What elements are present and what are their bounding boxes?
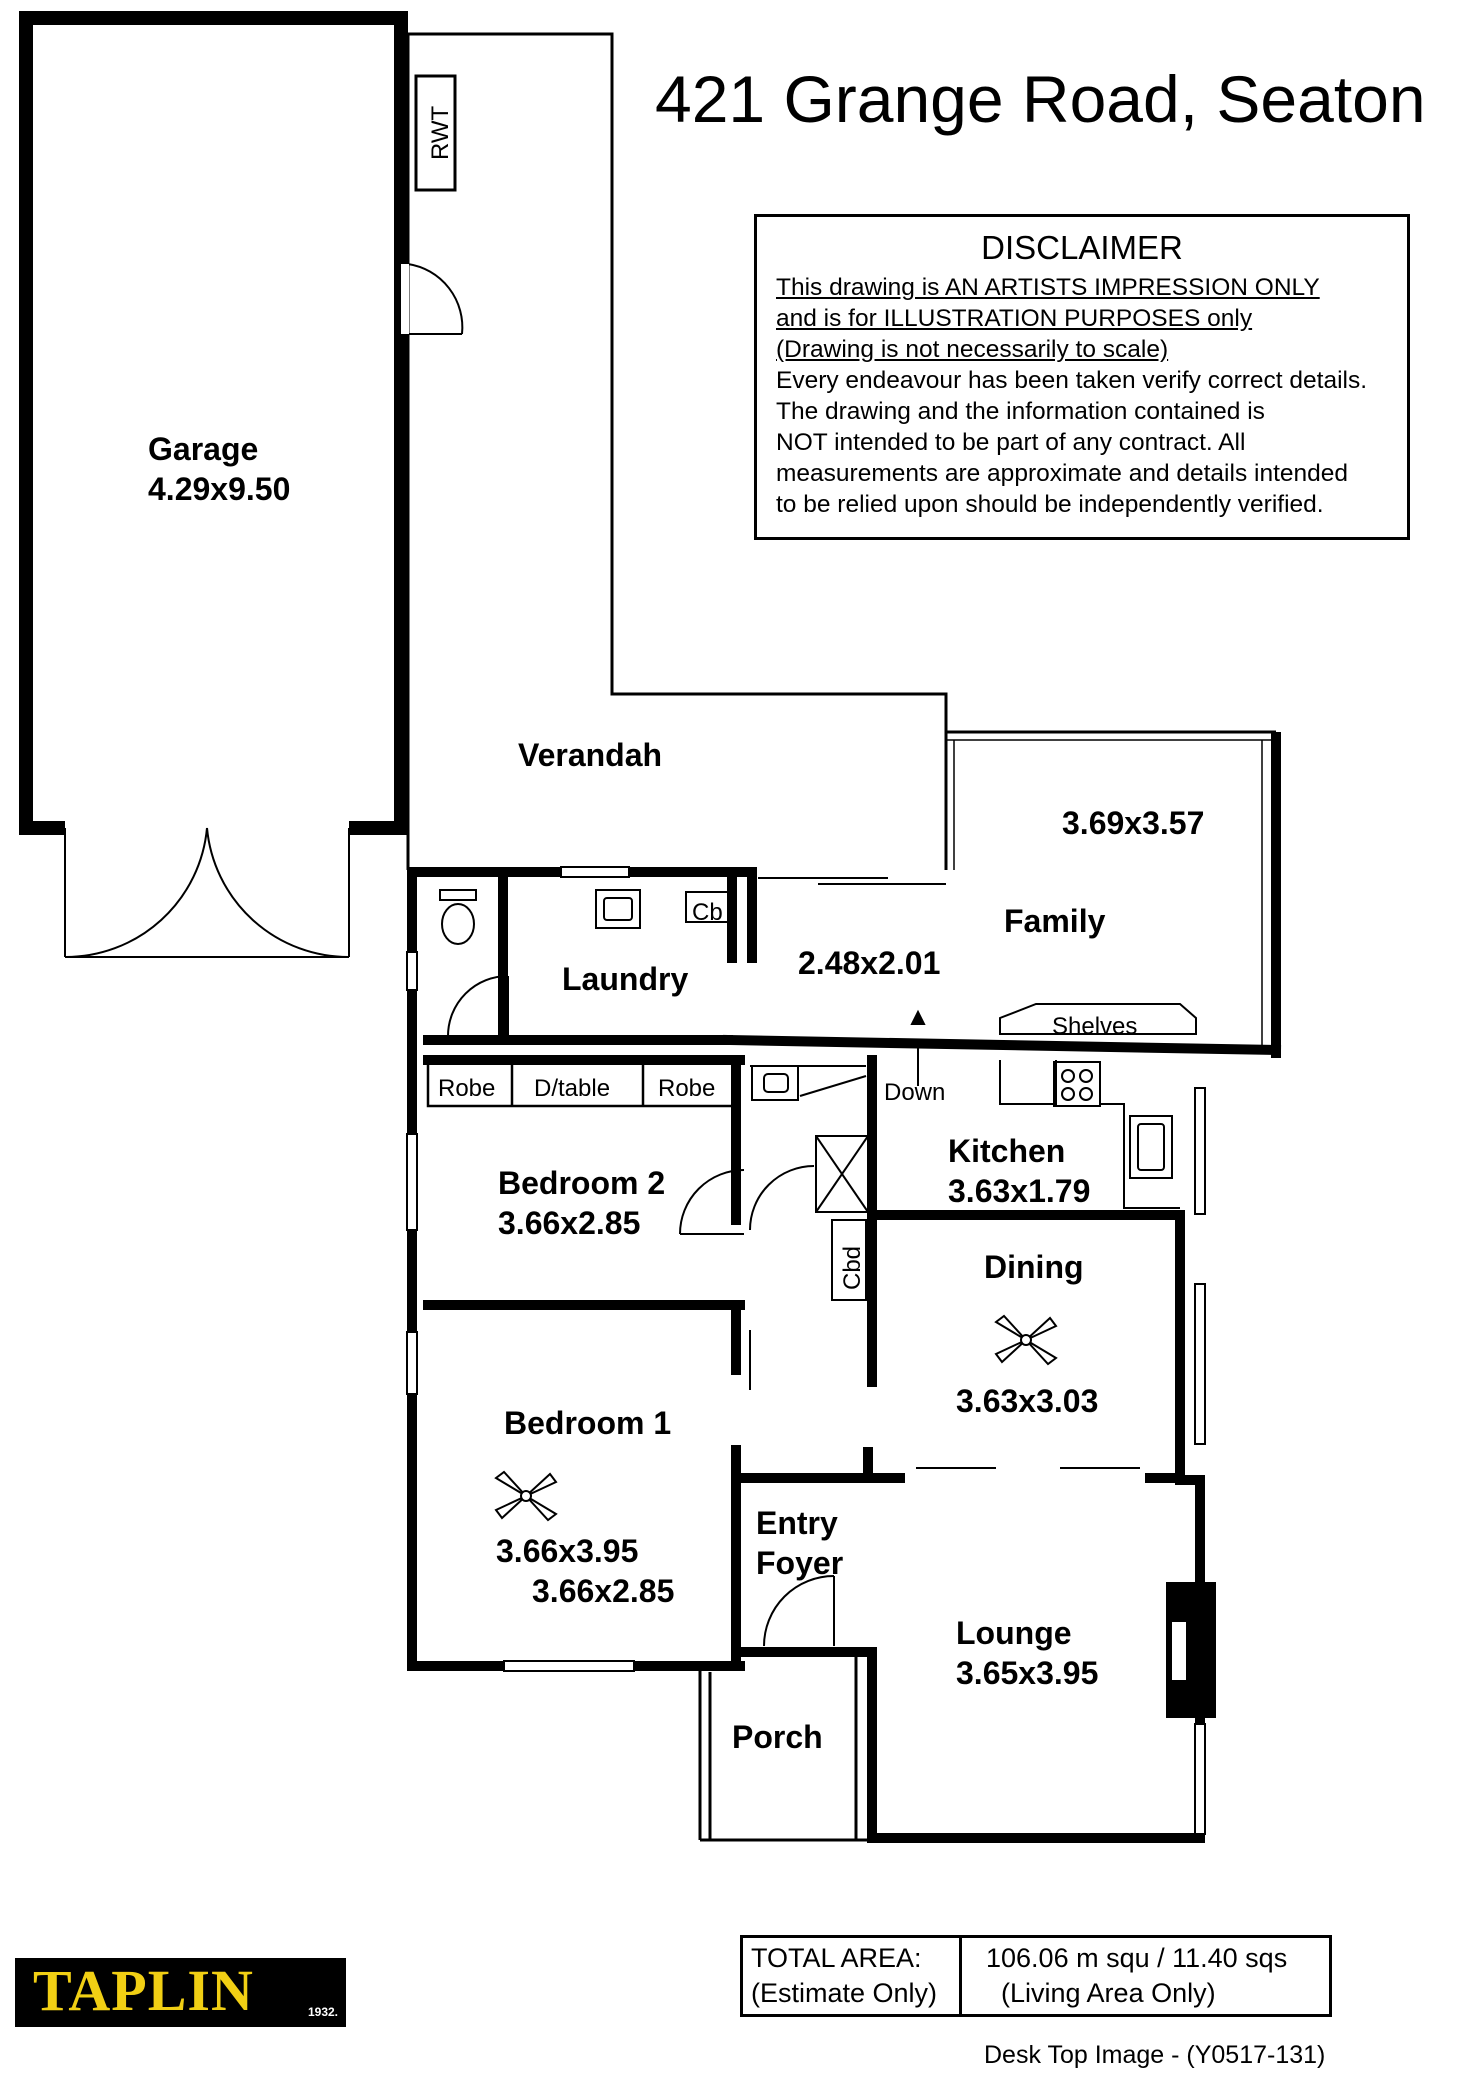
garage-wall (26, 18, 401, 828)
disclaimer-heading: DISCLAIMER (981, 229, 1183, 266)
disclaimer-box (754, 214, 1410, 540)
toilet-cistern (440, 890, 476, 900)
bedroom2-size: 3.66x2.85 (498, 1205, 641, 1241)
family-size-2: 2.48x2.01 (798, 945, 941, 981)
robe-left-label: Robe (438, 1075, 496, 1102)
rwt-label: RWT (427, 105, 454, 160)
bedroom1-name: Bedroom 1 (504, 1405, 672, 1441)
disclaimer-line: Every endeavour has been taken verify correct details. (776, 367, 1368, 394)
taplin-logo (15, 1958, 346, 2027)
dining-size: 3.63x3.03 (956, 1383, 1099, 1419)
verandah-label: Verandah (518, 737, 663, 773)
area-value-2: (Living Area Only) (1001, 1978, 1216, 2008)
shelves-label: Shelves (1052, 1013, 1138, 1040)
disclaimer-line: NOT intended to be part of any contract. All (776, 429, 1246, 456)
disclaimer-line: The drawing and the information contained is (776, 398, 1265, 425)
kitchen-name: Kitchen (948, 1133, 1066, 1169)
laundry-fixtures (440, 890, 728, 944)
porch-label: Porch (732, 1719, 823, 1755)
disclaimer-line: and is for ILLUSTRATION PURPOSES only (776, 305, 1253, 332)
bedroom1-size-2: 3.66x2.85 (532, 1573, 675, 1609)
sink-icon (1130, 1116, 1172, 1178)
family-extension (758, 732, 1276, 1058)
robe-right-label: Robe (658, 1075, 716, 1102)
cb-label: Cb (692, 899, 723, 926)
laundry-tub-icon (596, 890, 640, 928)
lounge-size: 3.65x3.95 (956, 1655, 1099, 1691)
area-divider (959, 1938, 962, 2014)
lounge-name: Lounge (956, 1615, 1072, 1651)
ceiling-fan-icon (996, 1316, 1056, 1364)
cooktop-icon (1054, 1062, 1100, 1106)
dining-name: Dining (984, 1249, 1084, 1285)
kitchen-size: 3.63x1.79 (948, 1173, 1091, 1209)
area-value-1: 106.06 m squ / 11.40 sqs (986, 1943, 1288, 1973)
disclaimer-line: This drawing is AN ARTISTS IMPRESSION ONLY (776, 274, 1320, 301)
disclaimer-line: to be relied upon should be independently verified. (776, 491, 1324, 518)
down-label: Down (884, 1079, 946, 1106)
disclaimer-line: (Drawing is not necessarily to scale) (776, 336, 1169, 363)
house-walls (412, 872, 1276, 1838)
logo-wordmark: TAPLIN (33, 1958, 254, 2023)
entry-label-2: Foyer (756, 1545, 844, 1581)
disclaimer-line: measurements are approximate and details intended (776, 460, 1349, 487)
vanity (752, 1066, 798, 1100)
family-size: 3.69x3.57 (1062, 805, 1205, 841)
area-label-2: (Estimate Only) (751, 1978, 938, 2008)
garage-size: 4.29x9.50 (148, 471, 291, 507)
area-label-1: TOTAL AREA: (751, 1943, 922, 1973)
garage-door (65, 828, 349, 957)
logo-year: 1932. (307, 2005, 338, 2019)
bedroom2-name: Bedroom 2 (498, 1165, 666, 1201)
toilet-icon (442, 904, 474, 944)
ceiling-fan-icon (496, 1472, 556, 1520)
dtable-label: D/table (534, 1075, 611, 1102)
image-reference: Desk Top Image - (Y0517-131) (984, 2041, 1326, 2069)
laundry-label: Laundry (562, 961, 689, 997)
bedroom1-size: 3.66x3.95 (496, 1533, 639, 1569)
entry-label-1: Entry (756, 1505, 838, 1541)
garage-name: Garage (148, 431, 259, 467)
cbd-label: Cbd (839, 1245, 866, 1290)
total-area-box (740, 1935, 1332, 2017)
page-title: 421 Grange Road, Seaton (655, 62, 1426, 136)
family-name: Family (1004, 903, 1106, 939)
